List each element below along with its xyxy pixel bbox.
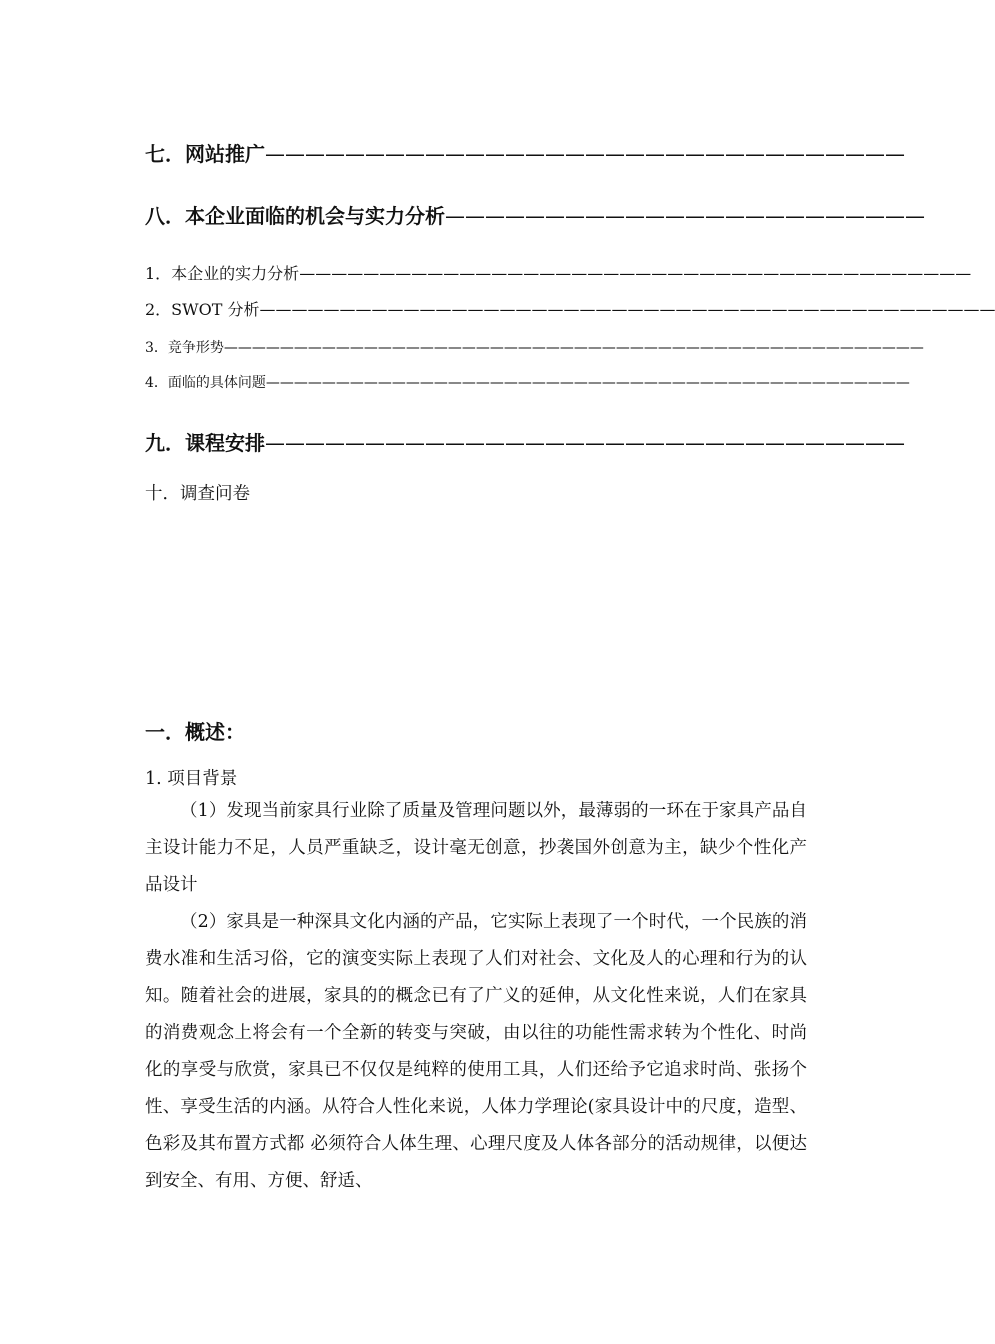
body-text xyxy=(145,793,807,1200)
toc-item-8-1[interactable]: 1．本企业的实力分析—————————————————————————————————————————— xyxy=(145,264,972,283)
toc-item-8-3[interactable]: 3．竞争形势—————————————————————————————————————————————————— xyxy=(145,340,924,356)
toc-item-9[interactable]: 九．课程安排———————————————————————————————— xyxy=(145,431,905,455)
paragraph-1: （1）发现当前家具行业除了质量及管理问题以外，最薄弱的一环在于家具产品自主设计能力不足，人员严重缺乏，设计毫无创意，抄袭国外创意为主，缺少个性化产品设计 xyxy=(145,801,807,895)
toc-item-8-4[interactable]: 4．面临的具体问题—————————————————————————————————————————————— xyxy=(145,375,910,391)
section-heading: 一．概述： xyxy=(145,720,245,744)
toc-item-10[interactable]: 十．调查问卷 xyxy=(145,484,250,504)
paragraph-2: （2）家具是一种深具文化内涵的产品，它实际上表现了一个时代，一个民族的消费水准和生活习俗，它的演变实际上表现了人们对社会、文化及人的心理和行为的认知。随着社会的进展，家具的的概念已有了广义的延伸，从文化性来说，人们在家具的消费观念上将会有一个全新的转变与突破，由以往的功能性需求转为个性化、时尚化的享受与欣赏，家具已不仅仅是纯粹的使用工具，人们还给予它追求时尚、张扬个性、享受生活的内涵。从符合人性化来说，人体力学理论(家具设计中的尺度，造型、色彩及其布置方式都 必须符合人体生理、心理尺度及人体各部分的活动规律，以便达到安全、有用、方便、舒适、 xyxy=(145,912,807,1191)
subsection-title: 1. 项目背景 xyxy=(145,769,238,789)
toc-item-7[interactable]: 七．网站推广———————————————————————————————— xyxy=(145,142,905,166)
toc-item-8-2[interactable]: 2．SWOT 分析—————————————————————————————————————————————— xyxy=(145,300,995,319)
toc-item-8[interactable]: 八．本企业面临的机会与实力分析———————————————————————— xyxy=(145,204,925,228)
